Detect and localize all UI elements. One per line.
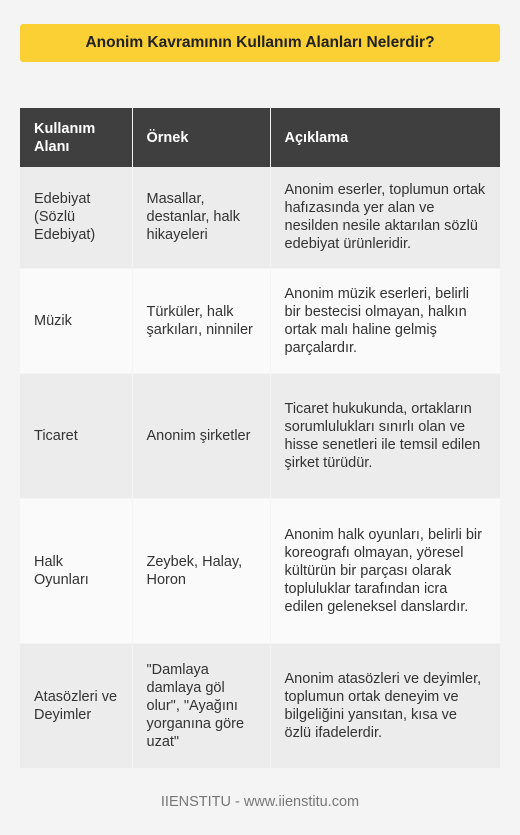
cell-description: Anonim eserler, toplumun ortak hafızasında yer alan ve nesilden nesile aktarılan sözlü edebiyat ürünleridir. (270, 167, 500, 268)
page-title (20, 24, 500, 62)
cell-example: Türküler, halk şarkıları, ninniler (132, 268, 270, 373)
cell-example: "Damlaya damlaya göl olur", "Ayağını yorganına göre uzat" (132, 643, 270, 768)
cell-description: Anonim halk oyunları, belirli bir koreografı olmayan, yöresel kültürün bir parçası olarak topluluklar tarafından icra edilen geleneksel danslardır. (270, 498, 500, 643)
cell-usage-area: Edebiyat (Sözlü Edebiyat) (20, 167, 132, 268)
cell-usage-area: Atasözleri ve Deyimler (20, 643, 132, 768)
footer-credit: IIENSTITU - www.iienstitu.com (160, 794, 360, 810)
usage-areas-table (20, 108, 500, 769)
cell-example: Zeybek, Halay, Horon (132, 498, 270, 643)
table-row (20, 643, 500, 768)
table-header-row (20, 108, 500, 167)
header-description: Açıklama (270, 108, 500, 167)
cell-description: Ticaret hukukunda, ortakların sorumlulukları sınırlı olan ve hisse senetleri ile temsil edilen şirket türüdür. (270, 373, 500, 498)
page-title-text: Anonim Kavramının Kullanım Alanları Nelerdir? (85, 34, 435, 51)
table-row (20, 498, 500, 643)
table-row (20, 268, 500, 373)
table-row (20, 373, 500, 498)
header-example: Örnek (132, 108, 270, 167)
table-row (20, 167, 500, 268)
cell-usage-area: Müzik (20, 268, 132, 373)
cell-example: Masallar, destanlar, halk hikayeleri (132, 167, 270, 268)
cell-example: Anonim şirketler (132, 373, 270, 498)
cell-usage-area: Ticaret (20, 373, 132, 498)
cell-description: Anonim müzik eserleri, belirli bir bestecisi olmayan, halkın ortak malı haline gelmiş parçalardır. (270, 268, 500, 373)
cell-usage-area: Halk Oyunları (20, 498, 132, 643)
cell-description: Anonim atasözleri ve deyimler, toplumun ortak deneyim ve bilgeliğini yansıtan, kısa ve özlü ifadelerdir. (270, 643, 500, 768)
header-usage-area: Kullanım Alanı (20, 108, 132, 167)
